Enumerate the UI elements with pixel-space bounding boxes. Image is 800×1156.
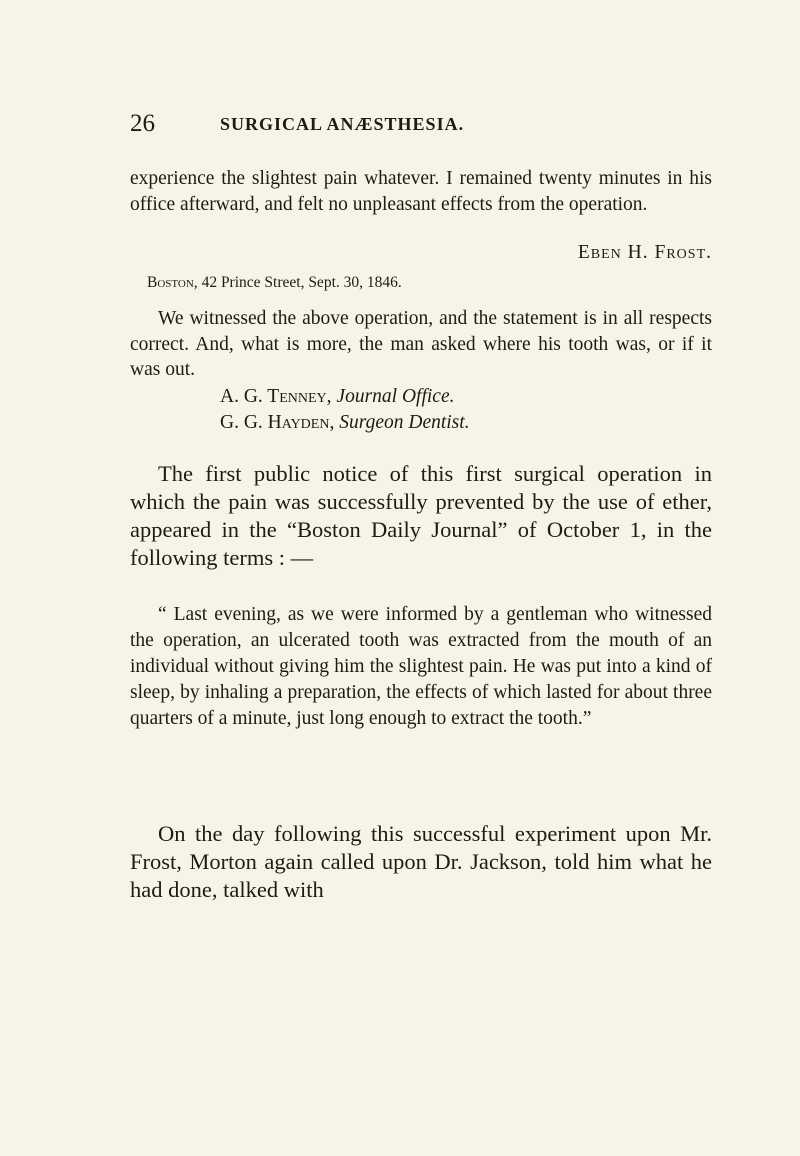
paragraph-public-notice: The first public notice of this first surgical operation in which the pain was successfully prevented by the use of ether, appeared in the “Boston Daily Journal” of October 1, in the following terms : — — [130, 461, 712, 570]
paragraph-witness-statement: We witnessed the above operation, and the statement is in all respects correct. And, what is more, the man asked where his tooth was, or if it was out. — [130, 308, 712, 380]
page-number: 26 — [130, 110, 155, 137]
page-header — [130, 110, 710, 150]
witness-title: Surgeon Dentist. — [339, 412, 470, 433]
witness-tenney — [220, 384, 720, 409]
place-city: Boston, — [147, 274, 198, 291]
running-head: SURGICAL ANÆSTHESIA. — [220, 114, 465, 134]
signature-frost: Eben H. Frost. — [577, 242, 712, 263]
place-rest: 42 Prince Street, Sept. 30, 1846. — [197, 274, 402, 291]
paragraph-following-day: On the day following this successful experiment upon Mr. Frost, Morton again called upon Dr. Jackson, told him what he had done, talked with — [130, 821, 712, 902]
witness-hayden — [220, 410, 720, 435]
witness-name: A. G. Tenney, — [220, 386, 332, 407]
witness-name: G. G. Hayden, — [220, 412, 335, 433]
witness-title: Journal Office. — [336, 386, 455, 407]
quoted-journal-notice: “ Last evening, as we were informed by a gentleman who witnessed the operation, an ulcerated tooth was extracted from the mouth of an individual without giving him the slightest pain. He was put into a kind of sleep, by inhaling a preparation, the effects of which lasted for about three quarters of a minute, just long enough to extract the tooth.” — [130, 604, 712, 729]
place-date — [147, 274, 729, 292]
paragraph-experience: experience the slightest pain whatever. I remained twenty minutes in his office afterward, and felt no unpleasant effects from the operation. — [130, 168, 712, 215]
